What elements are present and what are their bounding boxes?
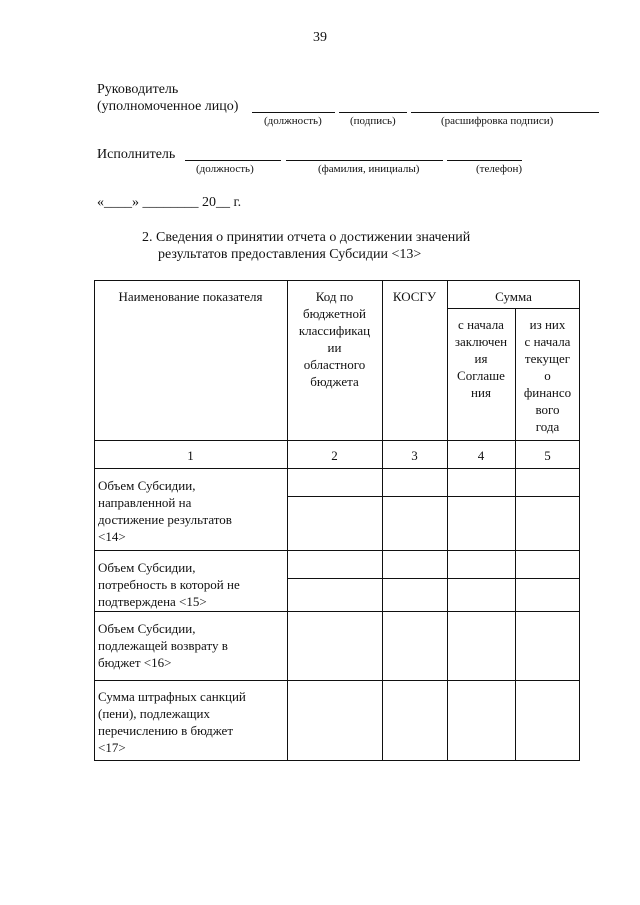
header-bottom-border [94, 440, 580, 441]
head-name-line[interactable] [411, 112, 599, 113]
row-label-subsidy-directed: Объем Субсидии, направленной на достижение результатов <14> [98, 478, 232, 544]
section-heading-line2: результатов предоставления Субсидии <13> [158, 247, 422, 262]
col3-left-border [382, 280, 383, 760]
page-number: 39 [313, 30, 327, 45]
head-title: Руководитель [97, 82, 179, 97]
row-label-subsidy-unconfirmed: Объем Субсидии, потребность в которой не подтверждена <15> [98, 560, 240, 609]
head-subtitle: (уполномоченное лицо) [97, 99, 239, 114]
date-line: «____» ________ 20__ г. [97, 195, 242, 210]
row1-inner-border [287, 496, 580, 497]
table-top-border [94, 280, 580, 281]
head-signature-line[interactable] [339, 112, 407, 113]
executor-name-label: (фамилия, инициалы) [318, 163, 420, 175]
executor-name-line[interactable] [286, 160, 443, 161]
head-name-label: (расшифровка подписи) [441, 115, 554, 127]
row1-bottom-border [94, 550, 580, 551]
table-left-border [94, 280, 95, 760]
executor-title: Исполнитель [97, 147, 176, 162]
col-number-1: 1 [187, 448, 194, 463]
section-heading-line1: 2. Сведения о принятии отчета о достижении значений [142, 230, 471, 245]
row3-bottom-border [94, 680, 580, 681]
row-label-penalties: Сумма штрафных санкций (пени), подлежащих перечислению в бюджет <17> [98, 689, 246, 755]
col4-header: с начала заключен ия Соглаше ния [454, 317, 508, 400]
col-number-4: 4 [477, 448, 485, 463]
col-number-2: 2 [331, 448, 338, 463]
head-position-line[interactable] [252, 112, 335, 113]
sum-subheader-border [447, 308, 580, 309]
col3-header: КОСГУ [392, 289, 437, 304]
executor-phone-label: (телефон) [476, 163, 523, 175]
col-number-3: 3 [411, 448, 418, 463]
row2-inner-border [287, 578, 580, 579]
head-signature-label: (подпись) [350, 115, 396, 127]
executor-phone-line[interactable] [447, 160, 522, 161]
table-bottom-border [94, 760, 580, 761]
col5-header: из них с начала текущег о финансо вого года [523, 317, 572, 434]
executor-position-line[interactable] [185, 160, 281, 161]
row2-bottom-border [94, 611, 580, 612]
col-numbers-bottom-border [94, 468, 580, 469]
col2-header: Код по бюджетной классификац ии областного бюджета [298, 289, 371, 389]
row-label-subsidy-refund: Объем Субсидии, подлежащей возврату в бюджет <16> [98, 621, 228, 670]
col1-header: Наименование показателя [118, 289, 263, 304]
executor-position-label: (должность) [196, 163, 254, 175]
sum-header: Сумма [495, 289, 532, 304]
col-number-5: 5 [544, 448, 551, 463]
head-position-label: (должность) [264, 115, 322, 127]
